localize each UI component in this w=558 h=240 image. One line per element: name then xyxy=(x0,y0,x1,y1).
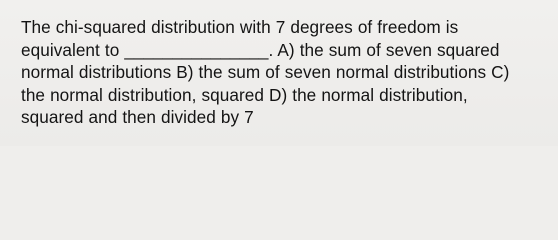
question-line-4: the normal distribution, squared D) the normal distribution, xyxy=(21,84,468,105)
question-line-5: squared and then divided by 7 xyxy=(21,107,254,128)
question-line-2: equivalent to _______________. A) the sum of seven squared xyxy=(21,39,500,60)
question-line-1: The chi-squared distribution with 7 degrees of freedom is xyxy=(21,17,459,37)
question-text xyxy=(21,16,546,129)
question-line-3: normal distributions B) the sum of seven normal distributions C) xyxy=(21,62,510,83)
